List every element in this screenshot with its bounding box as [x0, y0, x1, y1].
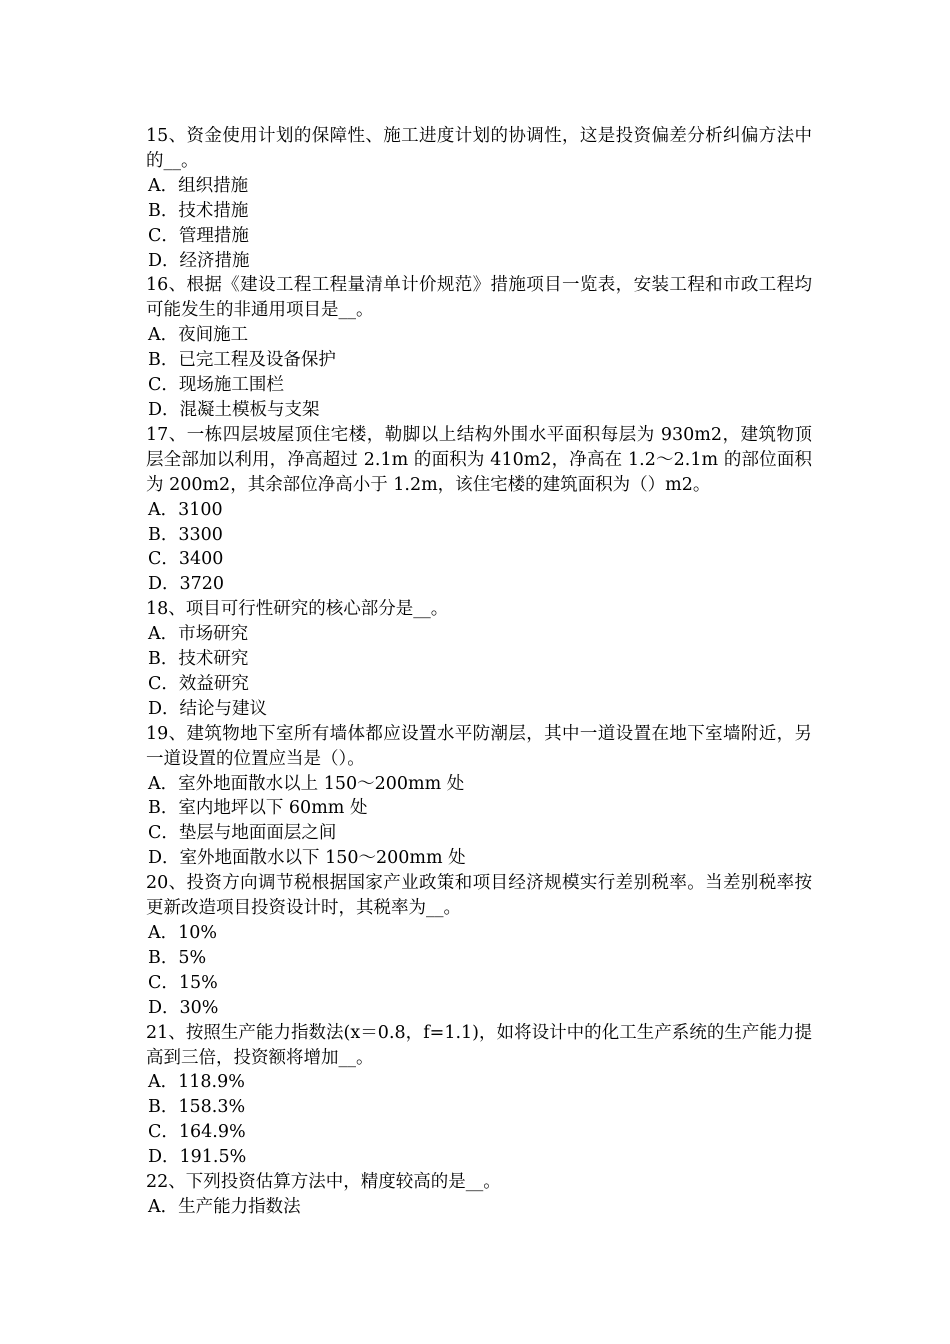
option-b: B．3300	[148, 524, 223, 545]
option-a: A．室外地面散水以上 150～200mm 处	[148, 773, 465, 794]
option-a: A．夜间施工	[148, 325, 249, 346]
option-d: D．室外地面散水以下 150～200mm 处	[148, 848, 466, 869]
question-19	[146, 722, 812, 871]
option-b: B．158.3%	[148, 1097, 246, 1118]
option-d: D．191.5%	[148, 1147, 247, 1168]
option-d: D．3720	[148, 574, 225, 595]
option-d: D．混凝土模板与支架	[148, 399, 320, 420]
option-a: A．118.9%	[148, 1072, 245, 1093]
question-16	[146, 273, 812, 422]
option-d: D．经济措施	[148, 250, 250, 271]
option-b: B．室内地坪以下 60mm 处	[148, 798, 368, 819]
question-stem: 16、根据《建设工程工程量清单计价规范》措施项目一览表，安装工程和市政工程均可能发生的非通用项目是__。	[146, 275, 812, 321]
option-list	[146, 1070, 812, 1170]
option-c: C．现场施工围栏	[148, 375, 284, 396]
option-c: C．3400	[148, 549, 224, 570]
option-c: C．垫层与地面面层之间	[148, 823, 337, 844]
option-list	[146, 921, 812, 1021]
question-20	[146, 871, 812, 1020]
option-list	[146, 1195, 812, 1220]
option-a: A．生产能力指数法	[148, 1196, 301, 1217]
question-stem: 19、建筑物地下室所有墙体都应设置水平防潮层，其中一道设置在地下室墙附近，另一道设置的位置应当是（）。	[146, 723, 812, 769]
question-stem: 17、一栋四层坡屋顶住宅楼，勒脚以上结构外围水平面积每层为 930m2，建筑物顶层全部加以利用，净高超过 2.1m 的面积为 410m2，净高在 1.2～2.1m 的部位面积为 200m2，其余部位净高小于 1.2m，该住宅楼的建筑面积为（）m2。	[146, 424, 812, 495]
option-a: A．10%	[148, 923, 218, 943]
option-b: B．技术措施	[148, 200, 249, 221]
option-c: C．164.9%	[148, 1122, 246, 1143]
option-b: B．5%	[148, 947, 207, 968]
option-a: A．3100	[148, 499, 223, 520]
option-list	[146, 622, 812, 722]
option-list	[146, 174, 812, 274]
question-17	[146, 423, 812, 597]
option-list	[146, 498, 812, 598]
question-stem: 18、项目可行性研究的核心部分是__。	[146, 599, 449, 620]
question-stem: 21、按照生产能力指数法(x＝0.8，f=1.1)，如将设计中的化工生产系统的生产能力提高到三倍，投资额将增加__。	[146, 1022, 812, 1068]
option-c: C．管理措施	[148, 225, 249, 246]
question-stem: 15、资金使用计划的保障性、施工进度计划的协调性，这是投资偏差分析纠偏方法中的__。	[146, 126, 812, 171]
option-list	[146, 772, 812, 872]
question-18	[146, 597, 812, 722]
option-b: B．技术研究	[148, 649, 249, 670]
option-a: A．市场研究	[148, 624, 249, 645]
option-a: A．组织措施	[148, 175, 249, 196]
question-21	[146, 1021, 812, 1170]
option-d: D．30%	[148, 997, 219, 1018]
option-list	[146, 323, 812, 423]
option-c: C．15%	[148, 972, 218, 993]
option-c: C．效益研究	[148, 673, 249, 694]
document-page	[146, 124, 812, 1220]
question-15	[146, 124, 812, 273]
question-22	[146, 1170, 812, 1220]
option-b: B．已完工程及设备保护	[148, 350, 336, 371]
question-stem: 22、下列投资估算方法中，精度较高的是__。	[146, 1172, 501, 1193]
option-d: D．结论与建议	[148, 698, 268, 719]
question-stem: 20、投资方向调节税根据国家产业政策和项目经济规模实行差别税率。当差别税率按更新改造项目投资设计时，其税率为__。	[146, 873, 812, 919]
